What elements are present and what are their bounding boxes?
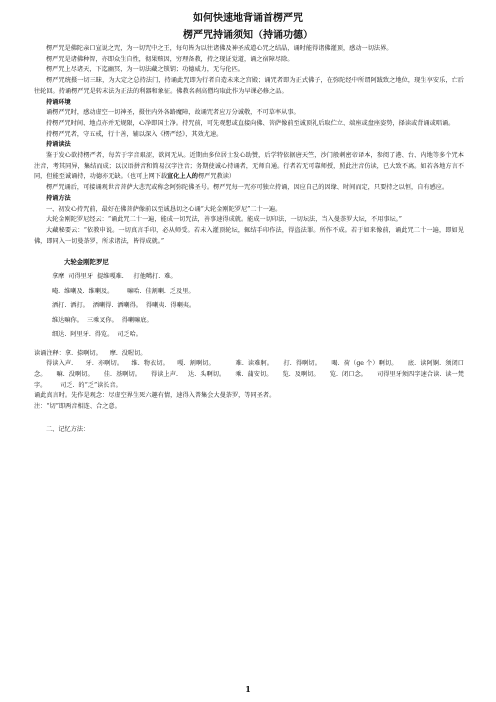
mantra-line-5: 细达. 阿里牙. 得览。 司乏哈。: [52, 331, 142, 339]
mantra-line-3: 洒打. 洒打。 洒喇得. 洒喇得。 得喇夷. 得喇夷。: [52, 302, 196, 310]
mantra-line-1: 拿摩 司得里牙 提维嘎难. 打他噶打. 难。: [52, 273, 177, 281]
method-item-1: 一、初发心持咒前，最好在佛菩萨像前以至诚恳切之心诵“大轮金刚陀罗尼”二十一遍。: [46, 205, 282, 213]
notes-line-4: 注：“切”即两音相连、合之意。: [34, 403, 121, 411]
intro-paragraph-1: 楞严咒是佛陀亲口宣说之咒，为一切咒中之王，每句皆为以往诸佛及神圣成道心咒之结晶，诵时能得诸佛灌顶，感动一切法界。: [46, 45, 393, 52]
section-heading-method: 持诵方法: [46, 194, 71, 202]
reading-paragraph-1: [34, 151, 464, 183]
section-heading-reading: 持诵读法: [46, 141, 71, 149]
intro-paragraph-4: 楞严咒统摄一切三昧，为大定之总持法门，持诵此咒即为行者自造未来之宫殿；诵咒者即为正式佛子，在弥陀经中所谓阿跋致之地位，现生享安乐，亡后往轮回。持诵楞严咒是转末法为正法的利器和象征。佛教名刹高僧均取此作为早课必修之品。: [34, 77, 464, 95]
notes-line-1: 读诵注释：拿. 捺啊切。 摩. 没喔切。: [34, 349, 147, 357]
reading-text-bold: 宣化上人的: [167, 173, 198, 181]
section-heading-environment: 持诵环境: [46, 98, 71, 106]
document-body: [34, 44, 464, 435]
environment-paragraph-1: 诵楞严咒时，感动虚空一切神圣，摄住内外各路魔障，故诵咒者应万分诚敬，不可草率从事。: [46, 109, 300, 117]
environment-paragraph-2: 持楞严咒时间、地点亦并无规限，心净即国土净。持咒前，可先观想或直接向佛、菩萨像前至诚顶礼后取伫立、端座或盘座姿势，择读或背诵或唱诵。: [46, 119, 455, 127]
page-number: 1: [245, 684, 251, 694]
page-subtitle: 楞严咒持诵须知（持诵功德）: [183, 30, 313, 41]
method-item-2: 大轮金刚陀罗尼经云：“诵此咒二十一遍，能成一切咒法，善事速得成就。能成一切印法，一切坛法，当入曼荼罗大坛，不用事坛。”: [46, 216, 402, 224]
environment-paragraph-3: 持楞严咒者，守五戒，行十善，辅以深入《楞严经》，其效尤速。: [46, 130, 223, 138]
method-item-3: 大藏秘要云：“依教申说。一切真言手印，必从师受。若未入灌顶轮坛，辄结手印作法，得盗法罪。所作不成。若于如来像前，诵此咒二十一遍，即如见佛，即同入一切曼荼罗，所求诸法，皆得成就。”: [34, 226, 464, 245]
reading-paragraph-2: 楞严咒诵后，可接诵观世音菩萨大悲咒或称念阿弥陀佛圣号。楞严咒每一咒亦可独立持诵，因应自己的因缘、时间而定，只要持之以恒，自有感应。: [46, 184, 449, 192]
mantra-line-4: 维达嘛你。 三乘叉你。 得喇嘛底。: [52, 316, 153, 324]
reading-text-start: 鉴于发心欲持楞严者，每苦于字音艰涩，欲问无从。近期由多位居士发心助赞，后学特依据唐天竺，沙门般刺密帝译本，参阅了港、台、内地等多个咒本注音，考其同异，集结而成；以汉语拼音和简易汉字注音；务期使诚心持诵者，无师自通。行者若无可靠师授，照此注音仿读，已大致不离。如若各地方言不同，但能至诚诵持，功德亦无缺。（也可上网下载: [34, 152, 464, 181]
notes-line-2: 得读入声. 牙. 亦啊切。 维. 物衣切。 嘎. 割啊切。 难. 读难舸。 打. 得啊切。 喝. 荷（ge 个）啊切。 底. 读阿婀. 须闭口念。 嘛. 没啊切。 佳. 基啊切。 得读上声. 达. 头啊切。 乘. 蒲安切。 览. 及啊切。 览. 闭口念。 司得里牙须四字速合读. 读一梵字。 司乏. 的“乏”读长音。: [34, 360, 464, 389]
intro-paragraph-3: 楞严咒上尽诸天，下迄幽冥，为一切法藏之锁钥；功德威力，无与伦匹。: [46, 66, 244, 74]
page-title: 如何快速地背诵首楞严咒: [193, 13, 303, 24]
mantra-title: 大轮金刚陀罗尼: [64, 258, 109, 267]
reading-text-end: 楞严咒教读）: [197, 173, 236, 181]
notes-line-3: 诵此真言时。先作是观念：尽虚空界生死六趣有情，速得入普集会大曼荼罗，等同圣者。: [34, 392, 276, 400]
section-heading-memory: 二、记忆方法：: [46, 425, 90, 433]
intro-paragraph-2: 楞严咒是诸佛种智，亦即众生自性，彻果赅因，穷理备教，持之现证觉道，诵之宿障尽除。: [46, 55, 294, 63]
mantra-line-2: 唵. 维喇及. 维喇及。 嘛哈. 佳割喇. 乏及里。: [52, 287, 195, 295]
